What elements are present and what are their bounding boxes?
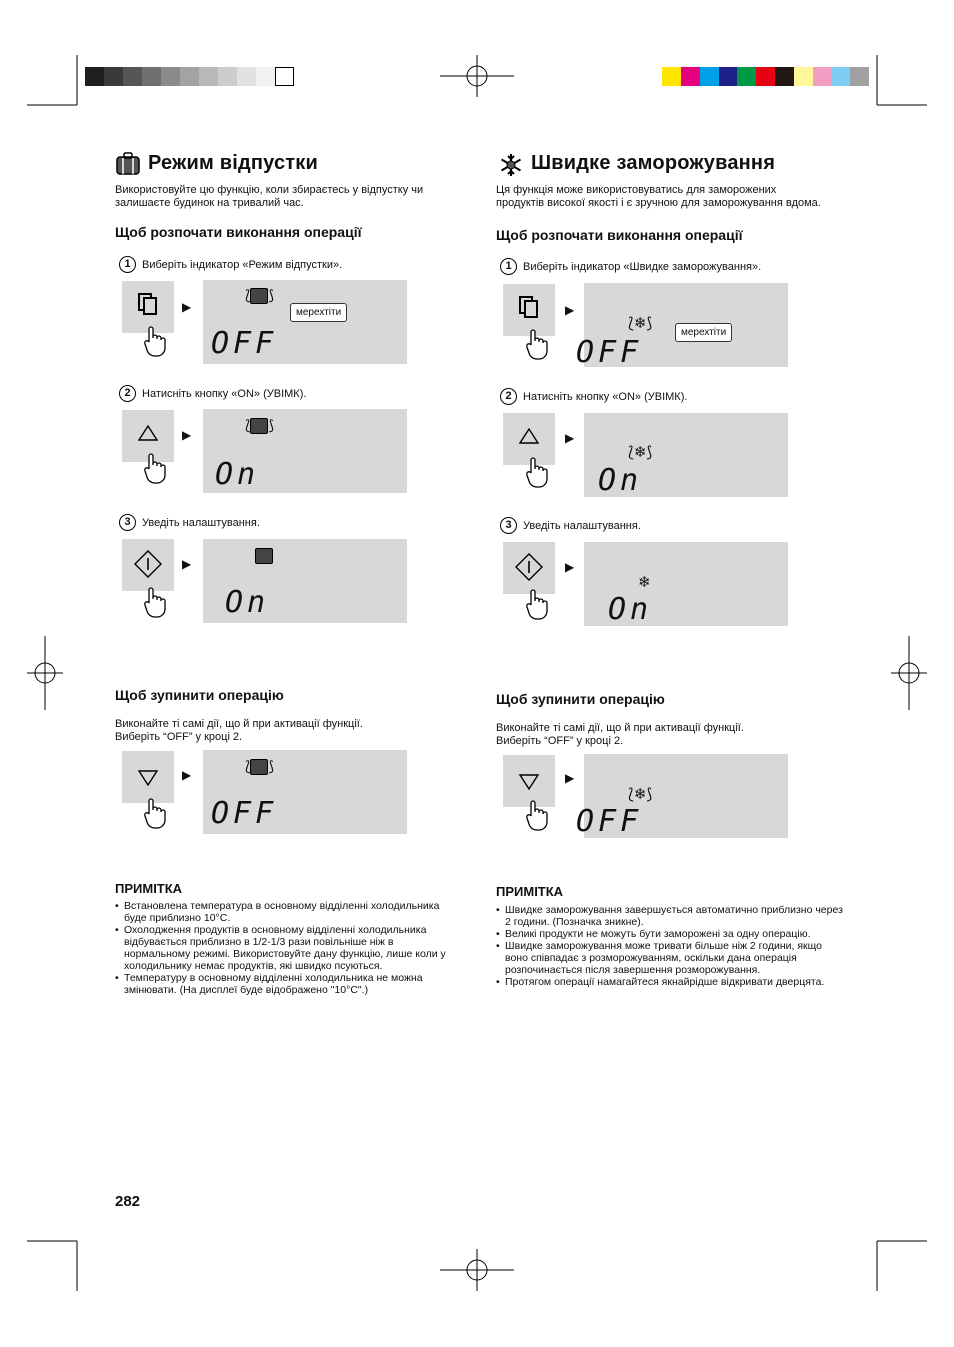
triangle-up-icon — [518, 427, 540, 445]
arrow-right-icon: ▶ — [182, 557, 192, 571]
snowflake-icon — [498, 152, 524, 178]
snowflake-blink-icon: ⟅❄⟆ — [628, 444, 653, 461]
hand-pointer-icon — [143, 797, 167, 829]
display-panel — [203, 750, 407, 834]
hand-pointer-icon — [143, 452, 167, 484]
step-text: Виберіть індикатор «Швидке заморожування». — [523, 260, 762, 273]
display-panel — [576, 283, 788, 370]
step-number: 3 — [500, 517, 517, 534]
snowflake-blink-icon: ⟅❄⟆ — [628, 786, 653, 803]
start-heading-left: Щоб розпочати виконання операції — [115, 224, 362, 240]
display-panel — [203, 539, 407, 623]
arrow-right-icon: ▶ — [565, 560, 575, 574]
mode-icon — [138, 293, 158, 315]
suitcase-blink-icon: ⟅ ⟆ — [245, 287, 274, 303]
triangle-down-icon — [137, 769, 159, 787]
snowflake-blink-icon: ⟅❄⟆ — [628, 315, 653, 332]
display-off: OFF — [576, 335, 643, 370]
start-heading-right: Щоб розпочати виконання операції — [496, 227, 743, 243]
display-off: OFF — [211, 796, 278, 831]
display-panel — [576, 754, 788, 839]
step-3-left — [119, 514, 260, 531]
display-panel — [203, 409, 407, 493]
note-list-right — [496, 904, 846, 988]
note-item: • Охолодження продуктів в основному відділенні холодильника відбувається приблизно в 1/2-1/3 рази повільніше ніж в нормальному режимі. Використовуйте дану функцію, лише коли у холодильнику немає продуктів, які швидко псуються. — [115, 924, 460, 972]
arrow-right-icon: ▶ — [565, 431, 575, 445]
note-item: • Встановлена температура в основному відділенні холодильника буде приблизно 10°C. — [115, 900, 460, 924]
stop-heading-right: Щоб зупинити операцію — [496, 691, 665, 707]
arrow-right-icon: ▶ — [565, 303, 575, 317]
display-panel — [584, 413, 788, 497]
note-item: • Протягом операції намагайтеся якнайрідше відкривати дверцята. — [496, 976, 846, 988]
stop-text-right: Виконайте ті самі дії, що й при активації функції. Виберіть “OFF” у кроці 2. — [496, 722, 744, 747]
note-list-left — [115, 900, 460, 996]
step-text: Натисніть кнопку «ON» (УВІМК). — [142, 387, 307, 400]
display-panel — [584, 542, 788, 626]
step-number: 3 — [119, 514, 136, 531]
suitcase-icon — [115, 152, 141, 176]
step-1-left — [119, 256, 342, 273]
suitcase-blink-icon: ⟅ ⟆ — [245, 417, 274, 433]
intro-text-right: Ця функція може використовуватись для заморожених продуктів високої якості і є зручною для заморожування вдома. — [496, 184, 821, 209]
hand-pointer-icon — [525, 328, 549, 360]
step-number: 2 — [119, 385, 136, 402]
triangle-up-icon — [137, 424, 159, 442]
note-item: • Температуру в основному відділенні холодильника не можна змінювати. (На дисплеї буде відображено "10°C".) — [115, 972, 460, 996]
note-title-left: ПРИМІТКА — [115, 881, 183, 896]
enter-diamond-icon — [515, 553, 543, 581]
note-item: • Великі продукти не можуть бути заморожені за одну операцію. — [496, 928, 846, 940]
arrow-right-icon: ▶ — [565, 771, 575, 785]
arrow-right-icon: ▶ — [182, 428, 192, 442]
step-number: 1 — [119, 256, 136, 273]
note-item: • Швидке заморожування завершується автоматично приблизно через 2 години. (Позначка зникне). — [496, 904, 846, 928]
intro-text-left: Використовуйте цю функцію, коли збираєтесь у відпустку чи залишаєте будинок на тривалий час. — [115, 184, 424, 209]
display-on: On — [608, 592, 653, 627]
display-on: On — [598, 463, 643, 498]
page-number: 282 — [115, 1193, 141, 1210]
step-text: Уведіть налаштування. — [142, 516, 260, 529]
step-3-right — [500, 517, 641, 534]
snowflake-indicator-icon: ❄ — [638, 574, 651, 591]
hand-pointer-icon — [143, 586, 167, 618]
display-on: On — [225, 585, 270, 620]
page-title-left: Режим відпустки — [148, 152, 319, 174]
display-off: OFF — [211, 326, 278, 361]
blink-callout: мерехтіти — [290, 303, 347, 322]
enter-diamond-icon — [134, 550, 162, 578]
hand-pointer-icon — [143, 325, 167, 357]
arrow-right-icon: ▶ — [182, 300, 192, 314]
mode-icon — [519, 296, 539, 318]
stop-text-left: Виконайте ті самі дії, що й при активації функції. Виберіть “OFF” у кроці 2. — [115, 718, 363, 743]
step-text: Виберіть індикатор «Режим відпустки». — [142, 258, 343, 271]
enter-button[interactable] — [122, 539, 174, 591]
page-title-right: Швидке заморожування — [531, 152, 776, 174]
display-on: On — [215, 457, 260, 492]
hand-pointer-icon — [525, 456, 549, 488]
step-number: 1 — [500, 258, 517, 275]
down-button[interactable] — [122, 751, 174, 803]
step-1-right — [500, 258, 761, 275]
arrow-right-icon: ▶ — [182, 768, 192, 782]
triangle-down-icon — [518, 773, 540, 791]
note-title-right: ПРИМІТКА — [496, 884, 564, 899]
display-panel — [203, 280, 407, 364]
hand-pointer-icon — [525, 588, 549, 620]
stop-heading-left: Щоб зупинити операцію — [115, 687, 284, 703]
step-text: Натисніть кнопку «ON» (УВІМК). — [523, 390, 688, 403]
step-text: Уведіть налаштування. — [523, 519, 641, 532]
note-item: • Швидке заморожування може тривати більше ніж 2 години, якщо воно співпадає з розморожуванням, оскільки дана операція розпочинається після завершення розморожування. — [496, 940, 846, 976]
step-number: 2 — [500, 388, 517, 405]
suitcase-indicator-icon — [255, 548, 273, 564]
step-2-right — [500, 388, 687, 405]
display-off: OFF — [576, 804, 643, 839]
suitcase-blink-icon: ⟅ ⟆ — [245, 758, 274, 774]
enter-button[interactable] — [503, 542, 555, 594]
blink-callout: мерехтіти — [675, 323, 732, 342]
step-2-left — [119, 385, 306, 402]
hand-pointer-icon — [525, 799, 549, 831]
